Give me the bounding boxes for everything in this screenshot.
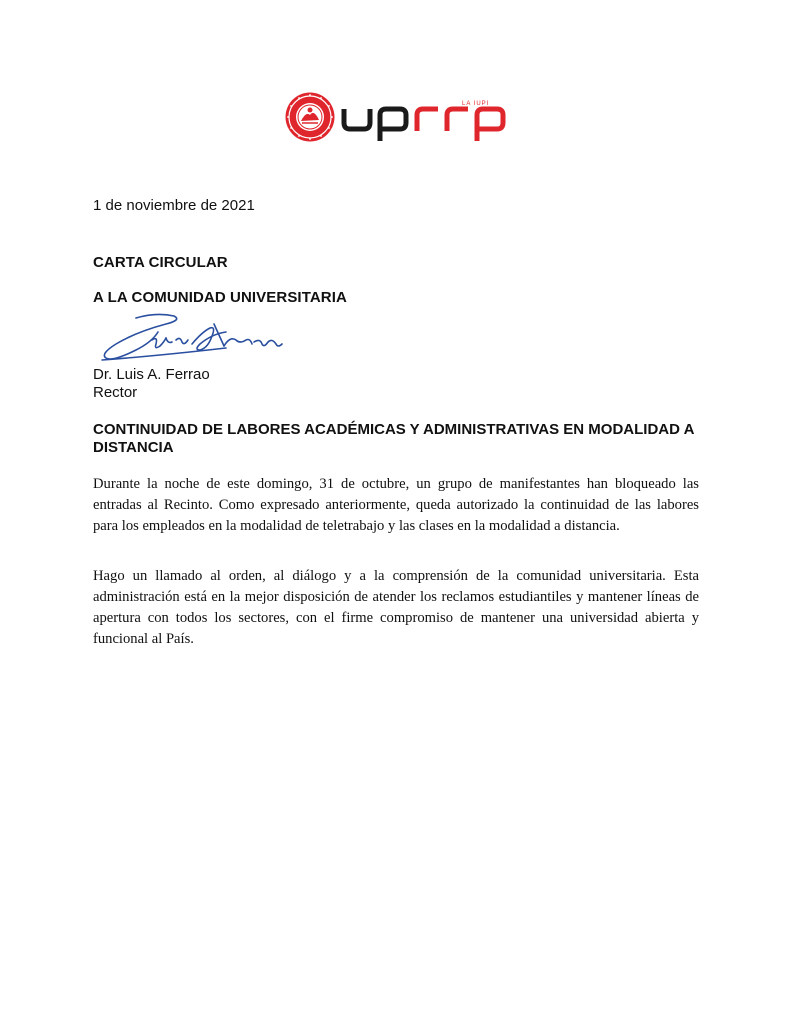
uprrp-logo — [284, 91, 509, 143]
handwritten-signature — [96, 310, 286, 366]
university-seal-icon — [286, 93, 335, 142]
subject-heading: CONTINUIDAD DE LABORES ACADÉMICAS Y ADMINISTRATIVAS EN MODALIDAD A DISTANCIA — [93, 421, 694, 456]
signer-name: Dr. Luis A. Ferrao — [93, 366, 210, 383]
logo-small-text: LA IUPI — [462, 101, 490, 107]
signer-title: Rector — [93, 384, 138, 401]
letter-type-heading: CARTA CIRCULAR — [93, 254, 228, 271]
uprrp-wordmark — [344, 109, 503, 141]
letter-date: 1 de noviembre de 2021 — [93, 197, 255, 214]
body-paragraph-2: Hago un llamado al orden, al diálogo y a la comprensión de la comunidad universitaria. Esta administración está en la mejor disposición de atender los reclamos estudiantiles y mantener líneas de apertura con todos los sectores, con el firme compromiso de mantener una universidad abierta y funcional al País. — [93, 568, 699, 647]
addressee-heading: A LA COMUNIDAD UNIVERSITARIA — [93, 289, 347, 306]
body-paragraph-1: Durante la noche de este domingo, 31 de octubre, un grupo de manifestantes han bloqueado las entradas al Recinto. Como expresado anteriormente, queda autorizado la continuidad de las labores para los empleados en la modalidad de teletrabajo y las clases en la modalidad a distancia. — [93, 476, 699, 534]
